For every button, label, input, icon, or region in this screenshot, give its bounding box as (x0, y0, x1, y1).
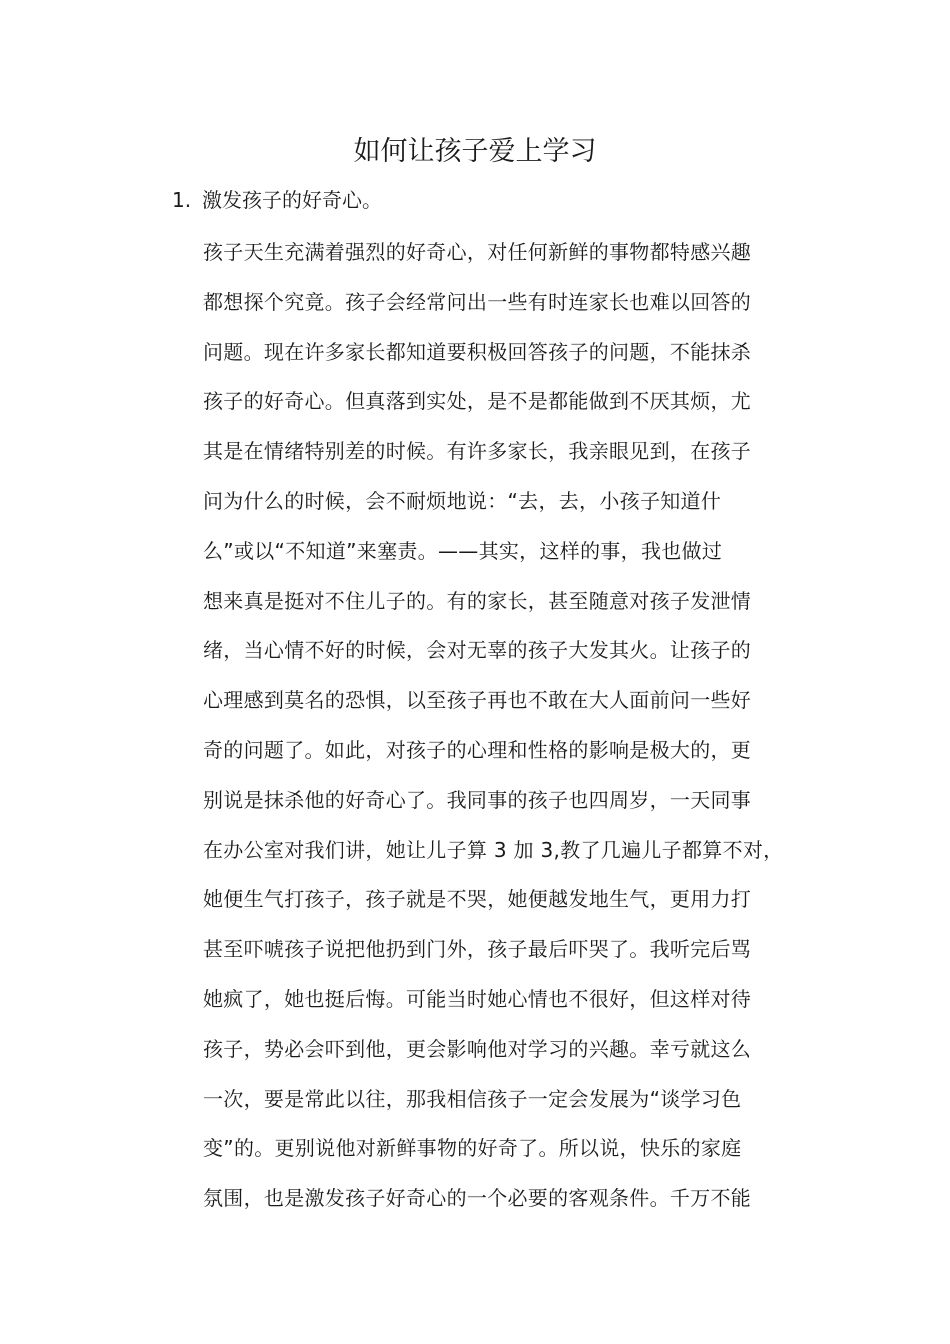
paragraph-line: 变”的。更别说他对新鲜事物的好奇了。所以说，快乐的家庭 (203, 1136, 742, 1161)
paragraph-line: 想来真是挺对不住儿子的。有的家长，甚至随意对孩子发泄情 (203, 588, 752, 613)
paragraph-line: 心理感到莫名的恐惧，以至孩子再也不敢在大人面前问一些好 (203, 688, 752, 713)
paragraph-line: 问题。现在许多家长都知道要积极回答孩子的问题，不能抹杀 (203, 339, 752, 364)
paragraph-line: 么”或以“不知道”来塞责。——其实，这样的事，我也做过 (203, 538, 723, 563)
body-paragraph (203, 228, 823, 1224)
paragraph-line: 孩子天生充满着强烈的好奇心，对任何新鲜的事物都特感兴趣 (203, 240, 752, 264)
document-title: 如何让孩子爱上学习 (353, 136, 597, 167)
paragraph-line: 一次，要是常此以往，那我相信孩子一定会发展为“谈学习色 (203, 1086, 742, 1111)
section-number: 1. (172, 188, 192, 212)
paragraph-line: 奇的问题了。如此，对孩子的心理和性格的影响是极大的，更 (203, 737, 752, 762)
paragraph-line: 孩子，势必会吓到他，更会影响他对学习的兴趣。幸亏就这么 (203, 1036, 752, 1061)
paragraph-line: 在办公室对我们讲，她让儿子算 3 加 3,教了几遍儿子都算不对， (203, 837, 784, 862)
section-heading-text: 激发孩子的好奇心。 (202, 188, 382, 212)
paragraph-line: 她疯了，她也挺后悔。可能当时她心情也不很好，但这样对待 (203, 986, 752, 1011)
section-heading (172, 183, 382, 217)
paragraph-line: 问为什么的时候，会不耐烦地说：“去，去，小孩子知道什 (203, 488, 722, 513)
paragraph-line: 甚至吓唬孩子说把他扔到门外，孩子最后吓哭了。我听完后骂 (203, 937, 752, 962)
paragraph-line: 她便生气打孩子，孩子就是不哭，她便越发地生气，更用力打 (203, 887, 752, 912)
paragraph-line: 都想探个究竟。孩子会经常问出一些有时连家长也难以回答的 (203, 289, 752, 314)
paragraph-line: 绪，当心情不好的时候，会对无辜的孩子大发其火。让孩子的 (203, 638, 752, 663)
paragraph-line: 氛围，也是激发孩子好奇心的一个必要的客观条件。千万不能 (203, 1186, 752, 1211)
paragraph-line: 别说是抹杀他的好奇心了。我同事的孩子也四周岁，一天同事 (203, 787, 752, 812)
paragraph-line: 其是在情绪特别差的时候。有许多家长，我亲眼见到，在孩子 (203, 439, 752, 464)
paragraph-line: 孩子的好奇心。但真落到实处，是不是都能做到不厌其烦，尤 (203, 389, 752, 414)
